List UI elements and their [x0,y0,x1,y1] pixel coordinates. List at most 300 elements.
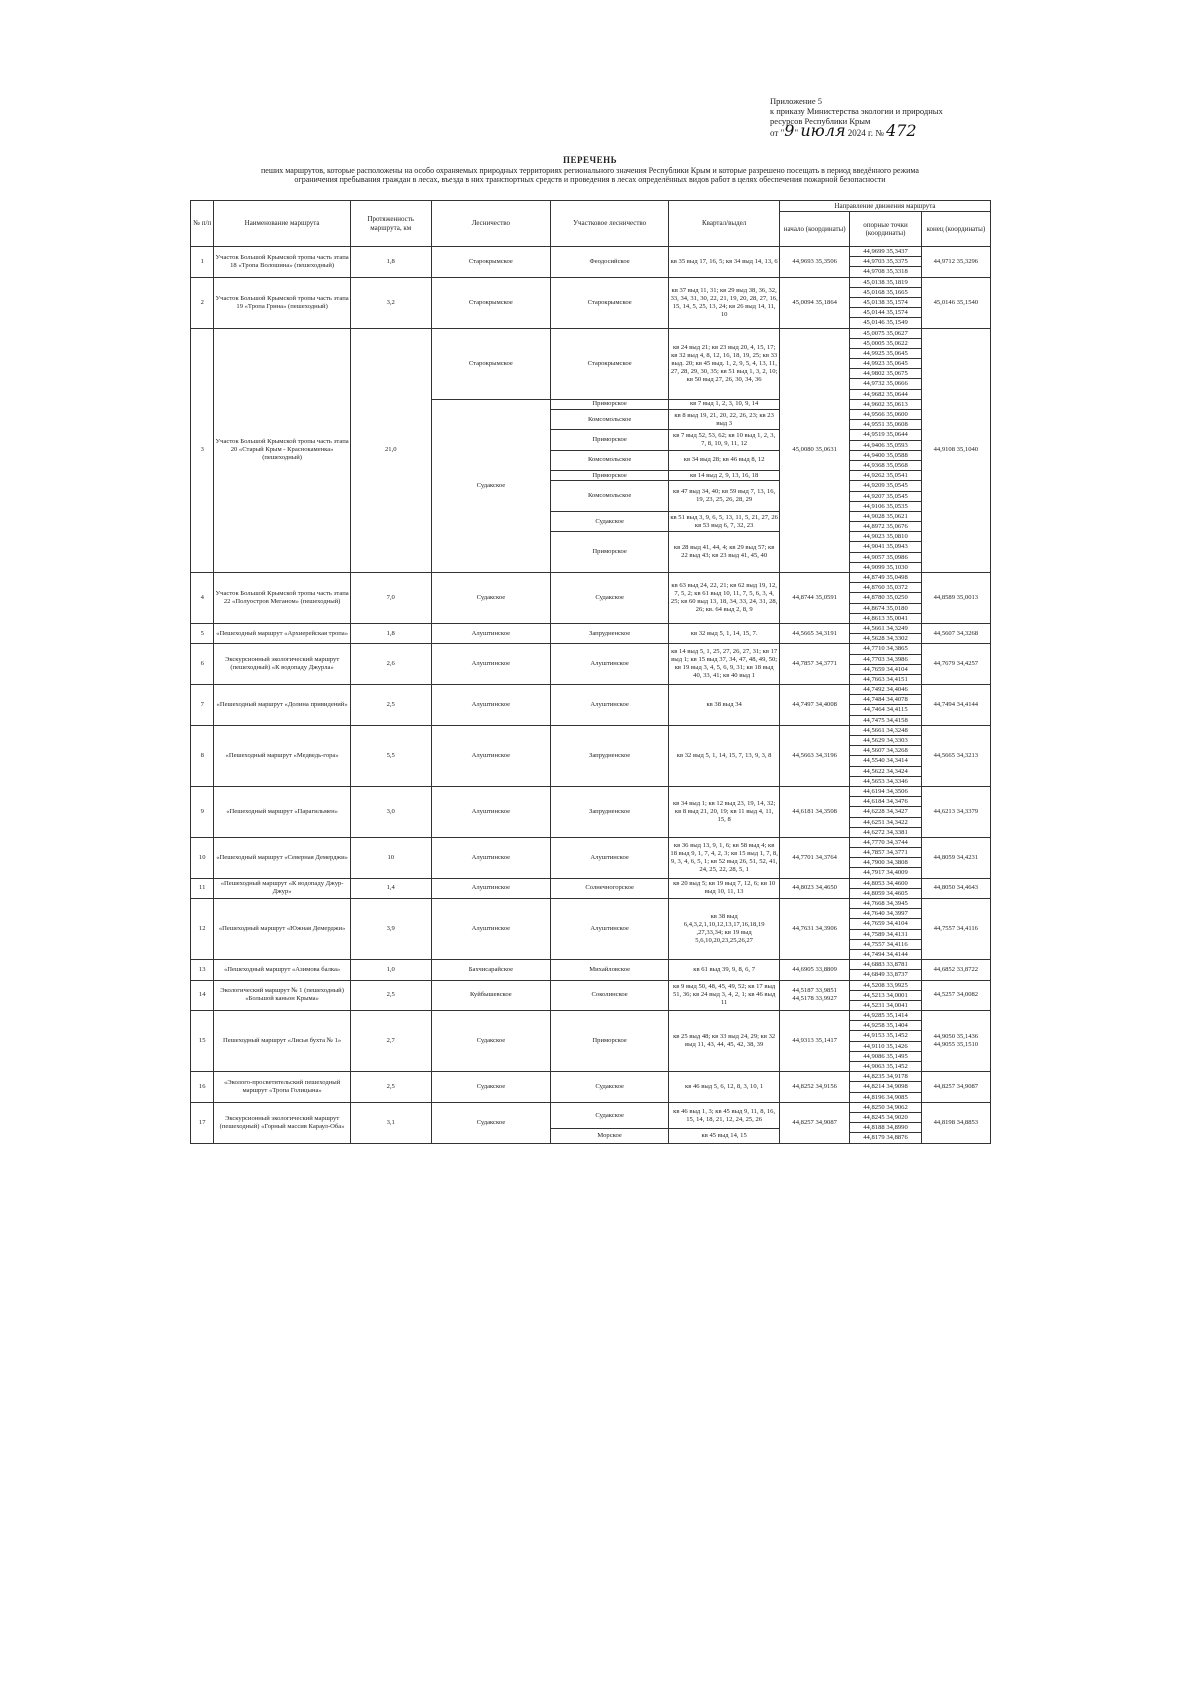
point-coordinate: 45,0144 35,1574 [850,308,920,318]
end-coordinates: 44,7557 34,4116 [921,899,990,960]
document-heading [190,156,990,185]
point-coordinate: 44,8196 34,9085 [863,1093,908,1101]
route-name: «Пешеходный маршрут «Медведь-гора» [214,725,350,786]
start-coordinates: 44,5187 33,9851 44,5178 33,9927 [780,980,850,1011]
route-length: 3,2 [350,277,431,328]
end-coordinates: 44,8198 34,8853 [921,1102,990,1143]
table-row [191,960,991,980]
district-forestry: Соколинское [551,980,669,1011]
row-number: 15 [191,1011,214,1072]
point-coordinate: 44,7703 34,3986 [850,655,920,665]
start-coordinates: 44,9693 35,3506 [780,247,850,278]
end-coordinates: 44,9050 35,1436 44,9055 35,1510 [921,1011,990,1072]
point-coordinate: 44,9566 35,0600 [850,410,920,420]
start-coordinates: 44,5663 34,3196 [780,725,850,786]
quarter-section: кв 28 выд 41, 44, 4; кв 29 выд 57; кв 22 выд 43; кв 23 выд 41, 45, 40 [669,532,780,573]
point-coordinate: 45,0005 35,0622 [850,339,920,349]
end-coordinates: 44,8589 35,0013 [921,573,990,624]
point-coordinate: 44,5208 33,9925 [850,981,920,991]
start-coordinates: 44,8252 34,9156 [780,1072,850,1103]
forestry: Алуштинское [431,878,550,898]
table-row [191,980,991,1011]
point-coordinate: 44,6272 34,3381 [863,828,908,836]
quarter-section: кв 37 выд 11, 31; кв 29 выд 38, 36, 32, 33, 34, 31, 30, 22, 21, 19, 20, 28, 27, 16, 15, 14, 5, 25, 13, 24; кв 26 выд 14, 11, 10 [669,277,780,328]
point-coordinate: 44,7710 34,3865 [850,644,920,654]
row-number: 2 [191,277,214,328]
district-forestry: Судакское [551,511,669,531]
point-coordinate: 44,7857 34,3771 [850,848,920,858]
handwritten-month: июля [800,121,846,140]
point-coordinate: 44,9699 35,3437 [850,247,920,257]
points-cell [850,247,921,278]
point-coordinate: 45,0138 35,1574 [850,298,920,308]
quarter-section: кв 7 выд 52, 53, 62; кв 10 выд 1, 2, 3, 7, 8, 10, 9, 11, 12 [669,430,780,450]
col-direction: Направление движения маршрута [780,201,991,212]
quarter-section: кв 32 выд 5, 1, 14, 15, 7. [669,623,780,643]
table-row [191,1102,991,1129]
point-coordinate: 44,9519 35,0644 [850,430,920,440]
point-coordinate: 44,8749 35,0498 [850,573,920,583]
quarter-section: кв 45 выд 14, 15 [669,1129,780,1143]
points-cell [850,899,921,960]
row-number: 7 [191,685,214,726]
point-coordinate: 44,9209 35,0545 [850,481,920,491]
quarter-section: кв 46 выд 5, 6, 12, 8, 3, 10, 1 [669,1072,780,1103]
district-forestry: Запрудненское [551,786,669,837]
end-coordinates: 44,5257 34,0082 [921,980,990,1011]
points-cell [850,960,921,980]
quarter-section: кв 25 выд 48; кв 33 выд 24, 29; кв 32 выд 11, 43, 44, 45, 42, 38, 39 [669,1011,780,1072]
row-number: 12 [191,899,214,960]
point-coordinate: 44,9041 35,0943 [850,542,920,552]
route-length: 3,1 [350,1102,431,1143]
route-name: Экскурсионный экологический маршрут (пешеходный) «К водопаду Джурла» [214,644,350,685]
point-coordinate: 44,8179 34,8876 [863,1134,908,1142]
end-coordinates: 44,8257 34,9087 [921,1072,990,1103]
point-coordinate: 44,5628 34,3302 [863,635,908,643]
table-row [191,573,991,624]
district-forestry: Алуштинское [551,837,669,878]
start-coordinates: 44,7631 34,3906 [780,899,850,960]
forestry: Куйбышевское [431,980,550,1011]
route-length: 2,5 [350,980,431,1011]
point-coordinate: 44,7640 34,3997 [850,909,920,919]
point-coordinate: 44,5540 34,3414 [850,756,920,766]
row-number: 9 [191,786,214,837]
end-coordinates: 44,8050 34,4643 [921,878,990,898]
route-name: Участок Большой Крымской тропы часть этапа 19 «Тропа Грина» (пешеходный) [214,277,350,328]
point-coordinate: 44,7668 34,3945 [850,899,920,909]
point-coordinate: 44,5213 34,0001 [850,991,920,1001]
points-cell [850,277,921,328]
point-coordinate: 44,5607 34,3268 [850,746,920,756]
row-number: 11 [191,878,214,898]
start-coordinates: 44,7701 34,3764 [780,837,850,878]
forestry: Старокрымское [431,277,550,328]
district-forestry: Приморское [551,1011,669,1072]
point-coordinate: 44,7484 34,4078 [850,695,920,705]
point-coordinate: 44,5231 34,0041 [863,1001,908,1009]
forestry: Алуштинское [431,644,550,685]
handwritten-day: 9 [784,121,795,140]
col-quarter: Квартал/выдел [669,201,780,247]
point-coordinate: 44,7475 34,4158 [863,716,908,724]
point-coordinate: 44,9925 35,0645 [850,349,920,359]
table-row [191,328,991,399]
quarter-section: кв 38 выд 6,4,3,2,1,10,12,13,17,16,18,19 ,27,33,34; кв 19 выд 5,6,10,20,23,25,26,27 [669,899,780,960]
point-coordinate: 44,5661 34,3248 [850,726,920,736]
end-coordinates: 44,6852 33,8722 [921,960,990,980]
routes-table [190,200,991,1144]
points-cell [850,685,921,726]
point-coordinate: 44,6184 34,3476 [850,797,920,807]
col-forestry: Лесничество [431,201,550,247]
point-coordinate: 44,9708 35,3318 [863,268,908,276]
route-length: 21,0 [350,328,431,573]
route-length: 2,5 [350,1072,431,1103]
table-row [191,685,991,726]
quarter-section: кв 38 выд 34 [669,685,780,726]
table-row [191,725,991,786]
appendix-date-line: от "9" июля 2024 г. № 472 [770,121,917,140]
point-coordinate: 44,5622 34,3424 [850,767,920,777]
point-coordinate: 44,7900 34,3808 [850,858,920,868]
route-length: 1,0 [350,960,431,980]
district-forestry: Приморское [551,399,669,409]
point-coordinate: 44,8053 34,4600 [850,879,920,889]
table-row [191,623,991,643]
point-coordinate: 44,9802 35,0675 [850,369,920,379]
start-coordinates: 44,7497 34,4008 [780,685,850,726]
point-coordinate: 44,8674 35,0180 [850,604,920,614]
route-length: 10 [350,837,431,878]
start-coordinates: 44,8744 35,0591 [780,573,850,624]
quarter-section: кв 9 выд 50, 48, 45, 49, 52; кв 17 выд 51, 36; кв 24 выд 3, 4, 2, 1; кв 46 выд 11 [669,980,780,1011]
point-coordinate: 45,0168 35,1665 [850,288,920,298]
point-coordinate: 44,9732 35,0666 [850,379,920,389]
district-forestry: Приморское [551,532,669,573]
table-row [191,837,991,878]
row-number: 8 [191,725,214,786]
route-name: Участок Большой Крымской тропы часть этапа 20 «Старый Крым - Краснокаменка» (пешеходный) [214,328,350,573]
points-cell [850,430,921,450]
point-coordinate: 44,9368 35,0568 [863,461,908,469]
points-cell [850,471,921,481]
row-number: 10 [191,837,214,878]
district-forestry: Запрудненское [551,725,669,786]
point-coordinate: 44,8059 34,4605 [863,889,908,897]
district-forestry: Комсомольское [551,410,669,430]
forestry: Судакское [431,573,550,624]
point-coordinate: 44,9406 35,0593 [863,441,908,449]
end-coordinates: 44,5665 34,3213 [921,725,990,786]
row-number: 17 [191,1102,214,1143]
forestry: Алуштинское [431,725,550,786]
start-coordinates: 44,6905 33,8809 [780,960,850,980]
point-coordinate: 44,9207 35,0545 [850,492,920,502]
row-number: 14 [191,980,214,1011]
end-coordinates: 44,7679 34,4257 [921,644,990,685]
route-length: 3,9 [350,899,431,960]
points-cell [850,532,921,573]
point-coordinate: 44,7589 34,4131 [850,930,920,940]
point-coordinate: 44,8188 34,8990 [850,1123,920,1133]
route-name: Участок Большой Крымской тропы часть этапа 18 «Тропа Волошина» (пешеходный) [214,247,350,278]
start-coordinates: 45,0080 35,0631 [780,328,850,573]
quarter-section: кв 32 выд 5, 1, 14, 15, 7, 13, 9, 3, 8 [669,725,780,786]
point-coordinate: 44,9262 35,0541 [863,472,908,480]
table-row [191,786,991,837]
point-coordinate: 44,9923 35,0645 [850,359,920,369]
point-coordinate: 44,8760 35,0372 [850,583,920,593]
point-coordinate: 44,8972 35,0676 [863,523,908,531]
route-length: 2,6 [350,644,431,685]
point-coordinate: 44,6849 33,8737 [863,971,908,979]
heading-line-2: ограничения пребывания граждан в лесах, въезда в них транспортных средств и проведения в лесах определённых видов работ в целях обеспечения пожарной безопасности [294,175,886,184]
district-forestry: Судакское [551,1072,669,1103]
route-name: Экскурсионный экологический маршрут (пешеходный) «Горный массив Караул-Оба» [214,1102,350,1143]
quarter-section: кв 8 выд 19, 21, 20, 22, 26, 23; кв 23 выд 3 [669,410,780,430]
point-coordinate: 44,7659 34,4104 [850,665,920,675]
point-coordinate: 44,6194 34,3506 [850,787,920,797]
start-coordinates: 44,5665 34,3191 [780,623,850,643]
point-coordinate: 44,9110 35,1426 [850,1042,920,1052]
quarter-section: кв 14 выд 5, 1, 25, 27, 26, 27, 31; кв 17 выд 1; кв 15 выд 37, 34, 47, 48, 49, 50; кв 19 выд 3, 4, 5, 6, 9, 31; кв 18 выд 40, 33, 41; кв 40 выд 1 [669,644,780,685]
point-coordinate: 44,9551 35,0608 [863,421,908,429]
table-row [191,1072,991,1103]
col-num: № п/п [191,201,214,247]
point-coordinate: 44,7770 34,3744 [850,838,920,848]
appendix-line-3: ресурсов Республики Крым [770,116,871,126]
appendix-line-1: Приложение 5 [770,96,822,106]
district-forestry: Старокрымское [551,328,669,399]
points-cell [850,623,921,643]
point-coordinate: 44,9285 35,1414 [850,1011,920,1021]
quarter-section: кв 61 выд 39, 9, 8, 6, 7 [669,960,780,980]
point-coordinate: 44,8250 34,9062 [850,1103,920,1113]
point-coordinate: 45,0075 35,0627 [850,329,920,339]
col-name: Наименование маршрута [214,201,350,247]
end-coordinates: 44,8059 34,4231 [921,837,990,878]
start-coordinates: 44,6181 34,3508 [780,786,850,837]
point-coordinate: 44,7464 34,4115 [850,705,920,715]
point-coordinate: 44,8780 35,0250 [850,593,920,603]
end-coordinates: 44,9108 35,1040 [921,328,990,573]
points-cell [850,786,921,837]
quarter-section: кв 63 выд 24, 22, 21; кв 62 выд 19, 12, 7, 5, 2; кв 61 выд 10, 11, 7, 5, 6, 3, 4, 25; кв 60 выд 13, 18, 34, 33, 24, 31, 28, 26; кв. 64 выд 2, 8, 9 [669,573,780,624]
route-length: 1,8 [350,623,431,643]
point-coordinate: 44,5661 34,3249 [850,624,920,634]
col-length: Протяженность маршрута, км [350,201,431,247]
start-coordinates: 44,7857 34,3771 [780,644,850,685]
forestry: Алуштинское [431,786,550,837]
point-coordinate: 44,9400 35,0588 [850,451,920,461]
point-coordinate: 44,9099 35,1030 [863,563,908,571]
table-row [191,1011,991,1072]
table-row [191,247,991,278]
points-cell [850,410,921,430]
points-cell [850,481,921,512]
route-name: «Пешеходный маршрут «Архиерейская тропа» [214,623,350,643]
district-forestry: Морское [551,1129,669,1143]
quarter-section: кв 34 выд 28; кв 46 выд 8, 12 [669,450,780,470]
route-name: «Пешеходный маршрут «Долина привидений» [214,685,350,726]
point-coordinate: 44,6251 34,3422 [850,818,920,828]
route-name: Участок Большой Крымской тропы часть этапа 22 «Полуостров Меганом» (пешеходный) [214,573,350,624]
forestry: Судакское [431,1011,550,1072]
handwritten-number: 472 [886,121,917,140]
forestry: Алуштинское [431,685,550,726]
quarter-section: кв 14 выд 2, 9, 13, 16, 18 [669,471,780,481]
points-cell [850,980,921,1011]
forestry: Алуштинское [431,623,550,643]
point-coordinate: 44,7663 34,4151 [863,675,908,683]
district-forestry: Запрудненское [551,623,669,643]
table-row [191,899,991,960]
forestry: Судакское [431,1102,550,1143]
row-number: 1 [191,247,214,278]
points-cell [850,837,921,878]
start-coordinates: 44,8023 34,4650 [780,878,850,898]
point-coordinate: 44,8613 35,0041 [863,614,908,622]
row-number: 6 [191,644,214,685]
quarter-section: кв 20 выд 5; кв 19 выд 7, 12, 6; кв 10 выд 10, 11, 13 [669,878,780,898]
district-forestry: Алуштинское [551,644,669,685]
points-cell [850,878,921,898]
start-coordinates: 45,0094 35,1864 [780,277,850,328]
points-cell [850,511,921,531]
end-coordinates: 44,6213 34,3379 [921,786,990,837]
row-number: 4 [191,573,214,624]
col-end: конец (координаты) [921,212,990,247]
point-coordinate: 44,7494 34,4144 [863,950,908,958]
points-cell [850,1072,921,1103]
start-coordinates: 44,8257 34,9087 [780,1102,850,1143]
end-coordinates: 44,7494 34,4144 [921,685,990,726]
row-number: 16 [191,1072,214,1103]
points-cell [850,450,921,470]
forestry: Судакское [431,399,550,572]
row-number: 3 [191,328,214,573]
route-name: «Пешеходный маршрут «Южная Демерджи» [214,899,350,960]
points-cell [850,644,921,685]
points-cell [850,1102,921,1143]
route-name: «Пешеходный маршрут «Парагильмен» [214,786,350,837]
table-row [191,277,991,328]
point-coordinate: 44,7557 34,4116 [850,940,920,950]
route-length: 1,4 [350,878,431,898]
start-coordinates: 44,9313 35,1417 [780,1011,850,1072]
point-coordinate: 45,0146 35,1549 [863,319,908,327]
point-coordinate: 44,5629 34,3303 [850,736,920,746]
forestry: Алуштинское [431,899,550,960]
col-start: начало (координаты) [780,212,850,247]
route-name: Пешеходный маршрут «Лисья бухта № 1» [214,1011,350,1072]
points-cell [850,725,921,786]
point-coordinate: 44,9602 35,0613 [863,400,908,408]
heading-line-1: пеших маршрутов, которые расположены на особо охраняемых природных территориях регионального значения Республики Крым и которые разрешено посещать в период введённого режима [261,165,919,175]
route-name: «Пешеходный маршрут «Северная Демерджи» [214,837,350,878]
district-forestry: Старокрымское [551,277,669,328]
table-row [191,878,991,898]
route-length: 3,0 [350,786,431,837]
points-cell [850,1011,921,1072]
col-points: опорные точки (координаты) [850,212,921,247]
route-name: Экологический маршрут № 1 (пешеходный) «Большой каньон Крыма» [214,980,350,1011]
points-cell [850,399,921,409]
district-forestry: Солнечногорское [551,878,669,898]
point-coordinate: 44,9106 35,0535 [863,502,908,510]
forestry: Алуштинское [431,837,550,878]
appendix-block [770,96,1020,138]
district-forestry: Михайловское [551,960,669,980]
quarter-section: кв 7 выд 1, 2, 3, 10, 9, 14 [669,399,780,409]
route-name: «Пешеходный маршрут «К водопаду Джур-Джур» [214,878,350,898]
point-coordinate: 44,9063 35,1452 [863,1063,908,1070]
point-coordinate: 44,8245 34,9020 [850,1113,920,1123]
district-forestry: Феодосийское [551,247,669,278]
end-coordinates: 45,0146 35,1540 [921,277,990,328]
point-coordinate: 44,9258 35,1404 [850,1021,920,1031]
point-coordinate: 44,9682 35,0644 [863,390,908,398]
end-coordinates: 44,9712 35,3296 [921,247,990,278]
col-district: Участковое лесничество [551,201,669,247]
point-coordinate: 44,7917 34,4009 [863,869,908,877]
point-coordinate: 44,5653 34,3346 [863,777,908,785]
point-coordinate: 44,7492 34,4046 [850,685,920,695]
district-forestry: Комсомольское [551,481,669,512]
forestry: Старокрымское [431,328,550,399]
route-length: 2,7 [350,1011,431,1072]
appendix-line-2: к приказу Министерства экологии и природных [770,106,943,116]
point-coordinate: 44,8235 34,9178 [850,1072,920,1082]
district-forestry: Судакское [551,1102,669,1129]
quarter-section: кв 46 выд 1, 3; кв 45 выд 9, 11, 8, 16, 15, 14, 18, 21, 12, 24, 25, 26 [669,1102,780,1129]
quarter-section: кв 36 выд 13, 9, 1, 6; кв 58 выд 4; кв 18 выд 9, 1, 7, 4, 2, 3; кв 15 выд 1, 7, 8, 9, 3, 4, 6, 5, 1; кв 52 выд 26, 51, 52, 41, 24, 25, 22, 28, 5, 1 [669,837,780,878]
point-coordinate: 44,9086 35,1495 [850,1052,920,1062]
quarter-section: кв 47 выд 34, 40; кв 59 выд 7, 13, 16, 19, 23, 25, 26, 28, 29 [669,481,780,512]
forestry: Старокрымское [431,247,550,278]
district-forestry: Комсомольское [551,450,669,470]
quarter-section: кв 35 выд 17, 16, 5; кв 34 выд 14, 13, 6 [669,247,780,278]
point-coordinate: 44,6228 34,3427 [850,807,920,817]
end-coordinates: 44,5607 34,3268 [921,623,990,643]
points-cell [850,573,921,624]
table-row [191,644,991,685]
point-coordinate: 45,0138 35,1819 [850,278,920,288]
point-coordinate: 44,9153 35,1452 [850,1031,920,1041]
point-coordinate: 44,9057 35,0986 [850,553,920,563]
district-forestry: Приморское [551,471,669,481]
quarter-section: кв 51 выд 3, 9, 6, 5, 13, 11, 5, 21, 27, 26 кв 53 выд 6, 7, 32, 23 [669,511,780,531]
district-forestry: Приморское [551,430,669,450]
district-forestry: Алуштинское [551,899,669,960]
point-coordinate: 44,9703 35,3375 [850,257,920,267]
route-length: 1,8 [350,247,431,278]
forestry: Бахчисарайское [431,960,550,980]
points-cell [850,328,921,399]
quarter-section: кв 24 выд 21; кв 23 выд 20, 4, 15, 17; кв 32 выд 4, 8, 12, 16, 18, 19, 25; кв 33 выд. 20; кв 45 выд. 1, 2, 9, 5, 4, 13, 11, 27, 28, 29, 30, 35; кв 51 выд 1, 3, 2, 10; кв 50 выд 27, 26, 30, 34, 36 [669,328,780,399]
route-length: 7,0 [350,573,431,624]
row-number: 5 [191,623,214,643]
route-length: 5,5 [350,725,431,786]
document-title: ПЕРЕЧЕНЬ [562,155,618,165]
point-coordinate: 44,9028 35,0621 [850,512,920,522]
forestry: Судакское [431,1072,550,1103]
point-coordinate: 44,9023 35,0810 [850,532,920,542]
district-forestry: Судакское [551,573,669,624]
quarter-section: кв 34 выд 1; кв 12 выд 23, 19, 14, 32; кв 8 выд 21, 20, 19; кв 11 выд 4, 11, 15, 8 [669,786,780,837]
